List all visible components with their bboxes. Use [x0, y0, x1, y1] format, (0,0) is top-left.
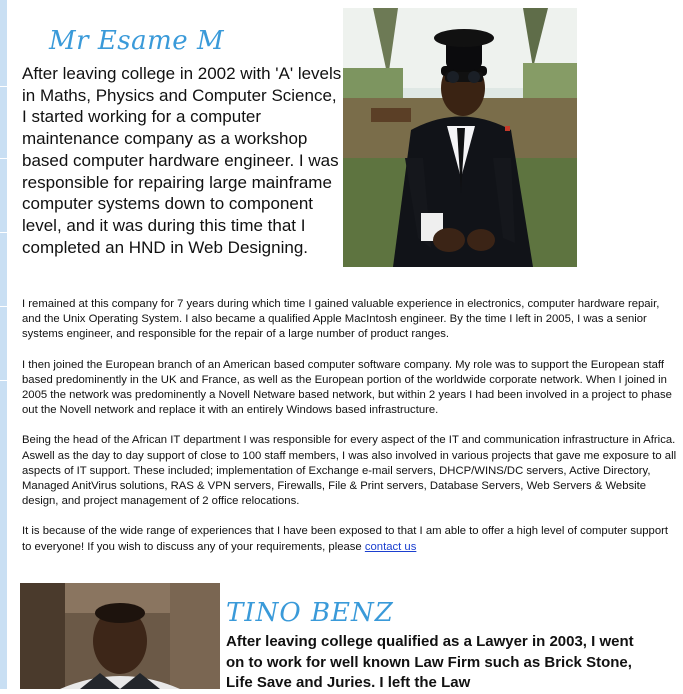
rail-divider — [0, 380, 7, 381]
profile-photo — [20, 583, 220, 689]
rail-divider — [0, 86, 7, 87]
contact-us-link[interactable]: contact us — [364, 540, 417, 553]
profile-photo — [343, 8, 577, 267]
profile-body — [22, 297, 677, 570]
man-in-hat-photo — [343, 8, 577, 267]
body-paragraph: Being the head of the African IT department I was responsible for every aspect of the IT and communication infrastructure in Africa. Aswell as the day to day support of close to 100 staff members, I was also involved in various projects that gave me exposure to all aspects of IT support. These included; implementation of Exchange e-mail servers, DHCP/WINS/DC servers, Active Directory, Managed AnitVirus solutions, RAS & VPN servers, Firewalls, File & Print servers, Database Servers, Web Servers & Website design, and project management of 2 office relocations. — [22, 434, 677, 508]
man-portrait-photo — [20, 583, 220, 689]
closing-text: It is because of the wide range of experiences that I have been exposed to that I am able to offer a high level of computer support to everyone! If you wish to discuss any of your requirements, please — [22, 525, 669, 553]
profile-name: TINO BENZ — [226, 598, 394, 628]
body-paragraph: I remained at this company for 7 years during which time I gained valuable experience in electronics, computer hardware repair, and the Unix Operating System. I also became a qualified Apple MacIntosh engineer. By the time I left in 2005, I was a senior systems engineer, and responsible for the repair of a large number of product ranges. — [22, 298, 660, 341]
rail-divider — [0, 232, 7, 233]
rail-divider — [0, 158, 7, 159]
profile-lead-text: After leaving college qualified as a Lawyer in 2003, I went on to work for well known Law Firm such as Brick Stone, Life Save and Juries. I left the Law — [226, 633, 634, 691]
left-rail — [0, 0, 7, 689]
rail-divider — [0, 306, 7, 307]
body-paragraph: I then joined the European branch of an American based computer software company. My role was to support the European staff based predominently in the UK and France, as well as the European portion of the worldwide corporate network. When I joined in 2005 the network was predominently a Novell Netware based network, but within 2 years I had been involved in a project to phase out the Novell network and replace it with an entirely Windows based infrastructure. — [22, 358, 672, 417]
profile-name: Mr Esame M — [49, 26, 225, 56]
profile-lead-text: After leaving college in 2002 with 'A' levels in Maths, Physics and Computer Science, I started working for a computer maintenance company as a workshop based computer hardware engineer. I was responsible for repairing large mainframe computer systems down to component level, and it was during this time that I completed an HND in Web Designing. — [22, 64, 342, 257]
closing-paragraph — [22, 524, 677, 554]
